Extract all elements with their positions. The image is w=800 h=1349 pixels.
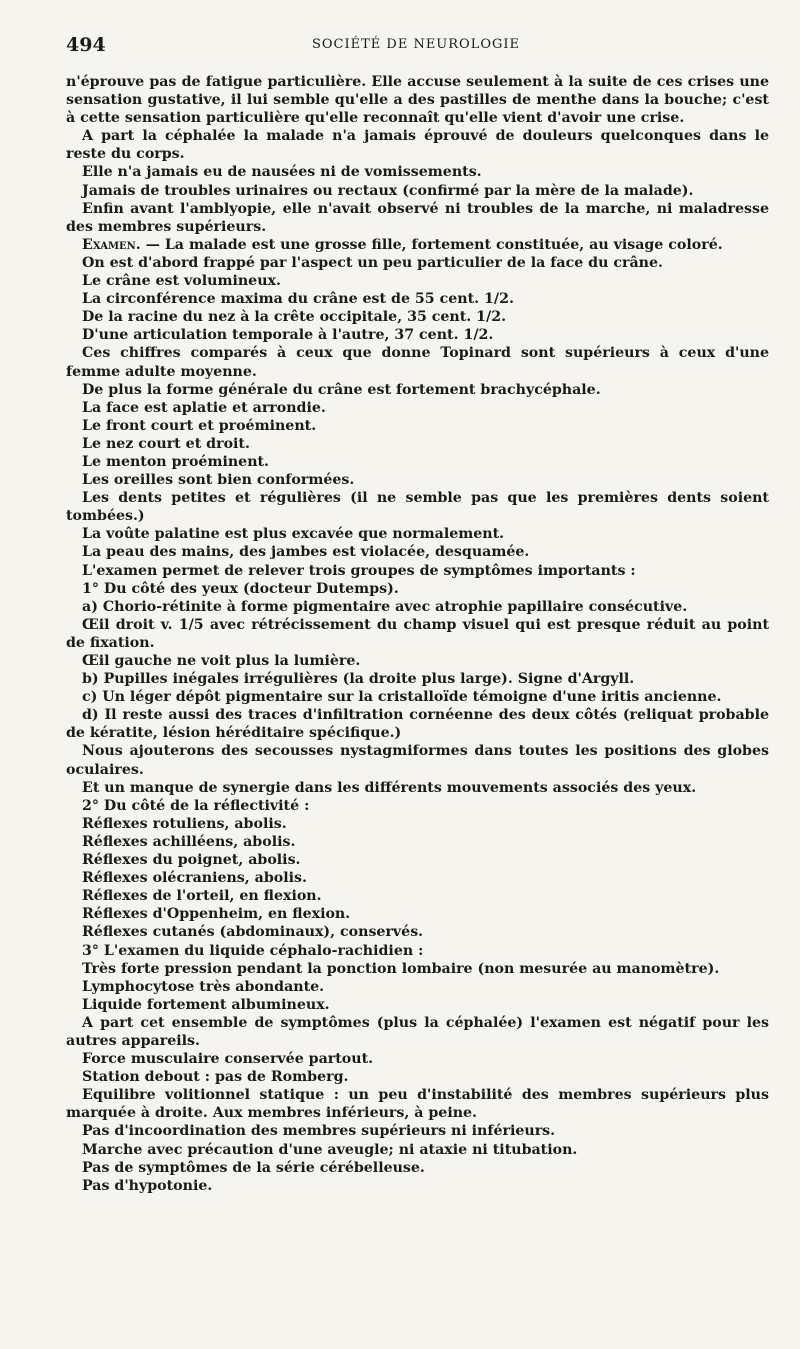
- running-title: SOCIÉTÉ DE NEUROLOGIE: [311, 37, 521, 52]
- paragraph: Liquide fortement albumineux.: [82, 996, 330, 1013]
- paragraph: 1° Du côté des yeux (docteur Dutemps).: [82, 580, 399, 597]
- paragraph: d) Il reste aussi des traces d'infiltration cornéenne des deux côtés (reliquat probable de kératite, lésion héréditaire spécifique.): [66, 707, 769, 742]
- paragraph: 2° Du côté de la réflectivité :: [82, 797, 310, 814]
- paragraph: Elle n'a jamais eu de nausées ni de vomissements.: [82, 164, 482, 181]
- paragraph: Force musculaire conservée partout.: [82, 1051, 374, 1068]
- paragraph: Le front court et proéminent.: [82, 417, 317, 434]
- paragraph: A part cet ensemble de symptômes (plus la céphalée) l'examen est négatif pour les autres appareils.: [66, 1014, 769, 1049]
- paragraph: La peau des mains, des jambes est violacée, desquamée.: [82, 544, 530, 561]
- page-number: 494: [66, 34, 106, 56]
- paragraph: Station debout : pas de Romberg.: [82, 1069, 349, 1086]
- paragraph: Le menton proéminent.: [82, 453, 270, 470]
- page-header: [66, 34, 766, 56]
- paragraph: Réflexes rotuliens, abolis.: [82, 815, 287, 832]
- section-label: Examen.: [82, 236, 141, 253]
- paragraph: Réflexes de l'orteil, en flexion.: [82, 888, 322, 905]
- paragraph: c) Un léger dépôt pigmentaire sur la cristalloïde témoigne d'une iritis ancienne.: [82, 689, 722, 706]
- paragraph: n'éprouve pas de fatigue particulière. Elle accuse seulement à la suite de ces crises une sensation gustative, il lui semble qu'elle a des pastilles de menthe dans la bouche; c'est à cette sensation particulière qu'elle reconnaît qu'elle vient d'avoir une crise.: [66, 74, 769, 127]
- paragraph: Le nez court et droit.: [82, 435, 250, 452]
- body-text: [66, 73, 769, 1195]
- paragraph: Très forte pression pendant la ponction lombaire (non mesurée au manomètre).: [82, 960, 720, 977]
- paragraph: Et un manque de synergie dans les différents mouvements associés des yeux.: [82, 779, 697, 796]
- paragraph: Jamais de troubles urinaires ou rectaux (confirmé par la mère de la malade).: [82, 182, 694, 199]
- paragraph: A part la céphalée la malade n'a jamais éprouvé de douleurs quelconques dans le reste du corps.: [66, 128, 769, 163]
- paragraph: Réflexes cutanés (abdominaux), conservés.: [82, 924, 424, 941]
- paragraph: Réflexes du poignet, abolis.: [82, 852, 301, 869]
- paragraph: La circonférence maxima du crâne est de 55 cent. 1/2.: [82, 291, 514, 308]
- paragraph: b) Pupilles inégales irrégulières (la droite plus large). Signe d'Argyll.: [82, 671, 635, 688]
- paragraph: Nous ajouterons des secousses nystagmiformes dans toutes les positions des globes oculaires.: [66, 743, 769, 778]
- paragraph: Réflexes olécraniens, abolis.: [82, 870, 307, 887]
- paragraph: Pas d'incoordination des membres supérieurs ni inférieurs.: [82, 1123, 556, 1140]
- paragraph: Equilibre volitionnel statique : un peu d'instabilité des membres supérieurs plus marquée à droite. Aux membres inférieurs, à peine.: [66, 1087, 769, 1122]
- paragraph: De la racine du nez à la crête occipitale, 35 cent. 1/2.: [82, 309, 507, 326]
- paragraph: L'examen permet de relever trois groupes de symptômes importants :: [82, 562, 636, 579]
- paragraph: La voûte palatine est plus excavée que normalement.: [82, 526, 505, 543]
- paragraph: Réflexes d'Oppenheim, en flexion.: [82, 906, 351, 923]
- paragraph: Marche avec précaution d'une aveugle; ni ataxie ni titubation.: [82, 1141, 578, 1158]
- paragraph: De plus la forme générale du crâne est fortement brachycéphale.: [82, 381, 601, 398]
- paragraph: Œil droit v. 1/5 avec rétrécissement du champ visuel qui est presque réduit au point de fixation.: [66, 616, 769, 651]
- paragraph: Pas d'hypotonie.: [82, 1177, 213, 1194]
- paragraph: Les dents petites et régulières (il ne semble pas que les premières dents soient tombées.): [66, 490, 769, 525]
- paragraph: Ces chiffres comparés à ceux que donne Topinard sont supérieurs à ceux d'une femme adulte moyenne.: [66, 345, 769, 380]
- paragraph: Réflexes achilléens, abolis.: [82, 833, 296, 850]
- paragraph: Le crâne est volumineux.: [82, 273, 281, 290]
- paragraph: Œil gauche ne voit plus la lumière.: [82, 653, 361, 669]
- paragraph: On est d'abord frappé par l'aspect un peu particulier de la face du crâne.: [82, 254, 663, 271]
- paragraph: La face est aplatie et arrondie.: [82, 399, 326, 416]
- paragraph: Les oreilles sont bien conformées.: [82, 472, 355, 489]
- paragraph: D'une articulation temporale à l'autre, 37 cent. 1/2.: [82, 327, 494, 344]
- paragraph: a) Chorio-rétinite à forme pigmentaire avec atrophie papillaire consécutive.: [82, 598, 688, 615]
- paragraph: [66, 236, 769, 254]
- paragraph: Lymphocytose très abondante.: [82, 978, 325, 995]
- paragraph: 3° L'examen du liquide céphalo-rachidien :: [82, 942, 424, 959]
- paragraph: Pas de symptômes de la série cérébelleuse.: [82, 1159, 425, 1176]
- paragraph-text: — La malade est une grosse fille, fortement constituée, au visage coloré.: [145, 236, 723, 253]
- paragraph: Enfin avant l'amblyopie, elle n'avait observé ni troubles de la marche, ni maladresse des membres supérieurs.: [66, 200, 769, 235]
